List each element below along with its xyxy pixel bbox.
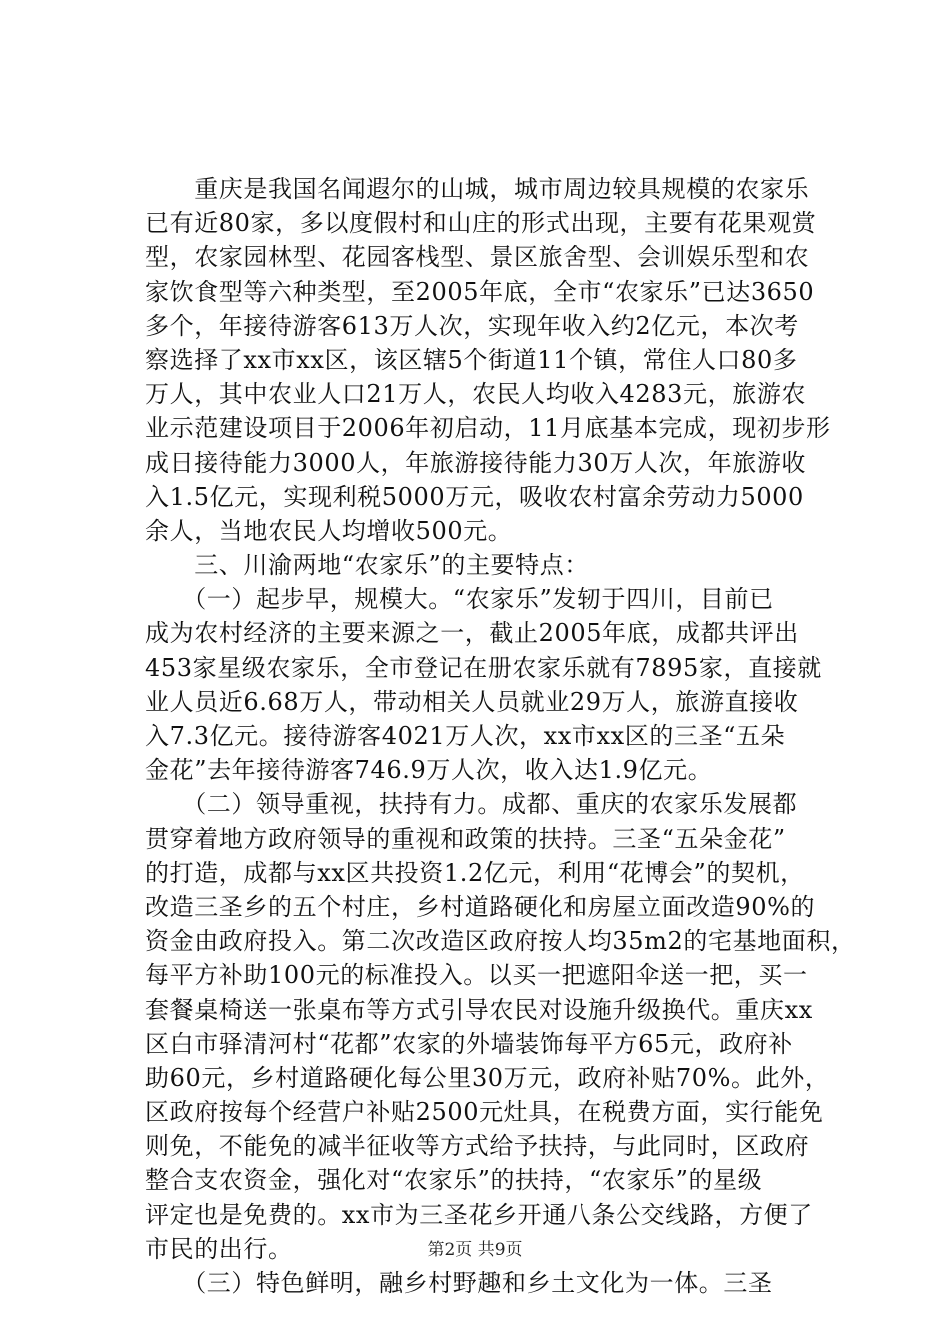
text-line: 的打造，成都与xx区共投资1.2亿元，利用“花博会”的契机， xyxy=(145,858,805,887)
text-line: 已有近80家，多以度假村和山庄的形式出现，主要有花果观赏 xyxy=(145,209,817,238)
text-line: 助60元，乡村道路硬化每公里30万元，政府补贴70%。此外， xyxy=(145,1063,830,1092)
text-line: 业人员近6.68万人，带动相关人员就业29万人，旅游直接收 xyxy=(145,687,799,716)
page-footer xyxy=(0,1238,950,1262)
text-line: 型，农家园林型、花园客栈型、景区旅舍型、会训娱乐型和农 xyxy=(145,243,810,272)
text-line: 区政府按每个经营户补贴2500元灶具，在税费方面，实行能免 xyxy=(145,1098,824,1127)
text-line: 市民的出行。 xyxy=(145,1234,293,1263)
text-line: 改造三圣乡的五个村庄，乡村道路硬化和房屋立面改造90%的 xyxy=(145,892,816,921)
text-line: 453家星级农家乐，全市登记在册农家乐就有7895家，直接就 xyxy=(145,653,822,682)
text-line: 每平方补助100元的标准投入。以买一把遮阳伞送一把，买一 xyxy=(145,961,808,990)
text-line: 重庆是我国名闻遐尔的山城，城市周边较具规模的农家乐 xyxy=(145,175,810,203)
text-line: 多个，年接待游客613万人次，实现年收入约2亿元，本次考 xyxy=(145,311,799,340)
text-line: 资金由政府投入。第二次改造区政府按人均35m2的宅基地面积， xyxy=(145,927,856,956)
text-line: （三）特色鲜明，融乡村野趣和乡土文化为一体。三圣 xyxy=(145,1269,773,1297)
text-line: 余人，当地农民人均增收500元。 xyxy=(145,516,513,545)
text-line: 家饮食型等六种类型，至2005年底，全市“农家乐”已达3650 xyxy=(145,277,815,306)
text-line: 察选择了xx市xx区，该区辖5个街道11个镇，常住人口80多 xyxy=(145,345,798,374)
document-body xyxy=(145,172,856,1300)
section-heading: 三、川渝两地“农家乐”的主要特点： xyxy=(145,551,589,580)
text-line: 万人，其中农业人口21万人，农民人均收入4283元，旅游农 xyxy=(145,380,807,409)
text-line: （二）领导重视，扶持有力。成都、重庆的农家乐发展都 xyxy=(145,790,798,819)
text-line: （一）起步早，规模大。“农家乐”发轫于四川，目前已 xyxy=(145,585,774,614)
text-line: 成为农村经济的主要来源之一，截止2005年底，成都共评出 xyxy=(145,619,799,648)
text-line: 评定也是免费的。xx市为三圣花乡开通八条公交线路，方便了 xyxy=(145,1200,813,1229)
text-line: 套餐桌椅送一张桌布等方式引导农民对设施升级换代。重庆xx xyxy=(145,995,813,1024)
text-line: 成日接待能力3000人，年旅游接待能力30万人次，年旅游收 xyxy=(145,448,807,477)
text-line: 入1.5亿元，实现利税5000万元，吸收农村富余劳动力5000 xyxy=(145,482,804,511)
text-line: 贯穿着地方政府领导的重视和政策的扶持。三圣“五朵金花” xyxy=(145,824,786,853)
text-line: 业示范建设项目于2006年初启动，11月底基本完成，现初步形 xyxy=(145,414,831,443)
page-number: 第2页 共9页 xyxy=(427,1240,523,1260)
text-line: 入7.3亿元。接待游客4021万人次，xx市xx区的三圣“五朵 xyxy=(145,722,786,750)
text-line: 金花”去年接待游客746.9万人次，收入达1.9亿元。 xyxy=(145,756,713,785)
text-line: 区白市驿清河村“花都”农家的外墙装饰每平方65元，政府补 xyxy=(145,1029,793,1058)
text-line: 则免，不能免的减半征收等方式给予扶持，与此同时，区政府 xyxy=(145,1132,810,1161)
text-line: 整合支农资金，强化对“农家乐”的扶持，“农家乐”的星级 xyxy=(145,1166,763,1195)
